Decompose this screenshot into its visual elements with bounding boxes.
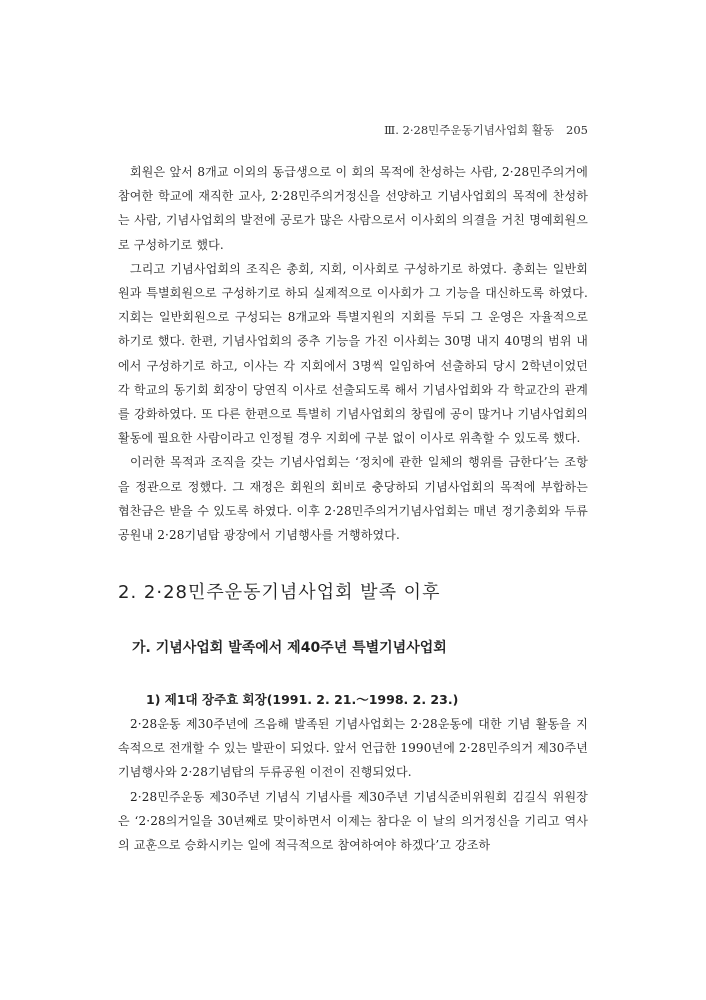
subsubsection-heading: 1) 제1대 장주효 회장(1991. 2. 21.～1998. 2. 23.) — [146, 692, 459, 707]
subsection-heading: 가. 기념사업회 발족에서 제40주년 특별기념사업회 — [132, 640, 447, 656]
section-heading: 2. 2·28민주운동기념사업회 발족 이후 — [118, 582, 441, 603]
paragraph: 2·28민주운동 제30주년 기념식 기념사를 제30주년 기념식준비위원회 김길식 위원장은 ‘2·28의거일을 30년째로 맞이하면서 이제는 참다운 이 날의 의거정신을 기리고 역사의 교훈으로 승화시키는 일에 적극적으로 참여하여야 하겠다’고 강조하 — [118, 789, 588, 853]
paragraph: 회원은 앞서 8개교 이외의 동급생으로 이 회의 목적에 찬성하는 사람, 2·28민주의거에 참여한 학교에 재직한 교사, 2·28민주의거정신을 선양하고 기념사업회의 목적에 찬성하는 사람, 기념사업회의 발전에 공로가 많은 사람으로서 이사회의 의결을 거친 명예회원으로 구성하기로 했다. — [118, 165, 588, 252]
paragraph: 2·28운동 제30주년에 즈음해 발족된 기념사업회는 2·28운동에 대한 기념 활동을 지속적으로 전개할 수 있는 발판이 되었다. 앞서 언급한 1990년에 2·28민주의거 제30주년 기념행사와 2·28기념탑의 두류공원 이전이 진행되었다. — [118, 717, 588, 780]
page-number: 205 — [566, 123, 588, 137]
running-title: Ⅲ. 2·28민주운동기념사업회 활동 — [384, 123, 555, 137]
paragraph: 그리고 기념사업회의 조직은 총회, 지회, 이사회로 구성하기로 하였다. 총회는 일반회원과 특별회원으로 구성하기로 하되 실제적으로 이사회가 그 기능을 대신하도록 하였다. 지회는 일반회원으로 구성되는 8개교와 특별지원의 지회를 두되 그 운영은 자율적으로 하기로 했다. 한편, 기념사업회의 중추 기능을 가진 이사회는 30명 내지 40명의 범위 내에서 구성하기로 하고, 이사는 각 지회에서 3명씩 일임하여 선출하되 당시 2학년이었던 각 학교의 동기회 회장이 당연직 이사로 선출되도록 해서 기념사업회와 각 학교간의 관계를 강화하였다. 또 다른 한편으로 특별히 기념사업회의 창립에 공이 많거나 기념사업회의 활동에 필요한 사람이라고 인정될 경우 지회에 구분 없이 이사로 위촉할 수 있도록 했다. — [118, 261, 589, 446]
paragraph: 이러한 목적과 조직을 갖는 기념사업회는 ‘정치에 관한 일체의 행위를 금한다’는 조항을 정관으로 정했다. 그 재정은 회원의 회비로 충당하되 기념사업회의 목적에 부합하는 협찬금은 받을 수 있도록 하였다. 이후 2·28민주의거기념사업회는 매년 정기총회와 두류공원내 2·28기념탑 광장에서 기념행사를 거행하였다. — [118, 455, 588, 543]
body-text-top — [118, 160, 588, 547]
body-text-bottom — [118, 712, 588, 857]
running-header — [384, 122, 588, 138]
